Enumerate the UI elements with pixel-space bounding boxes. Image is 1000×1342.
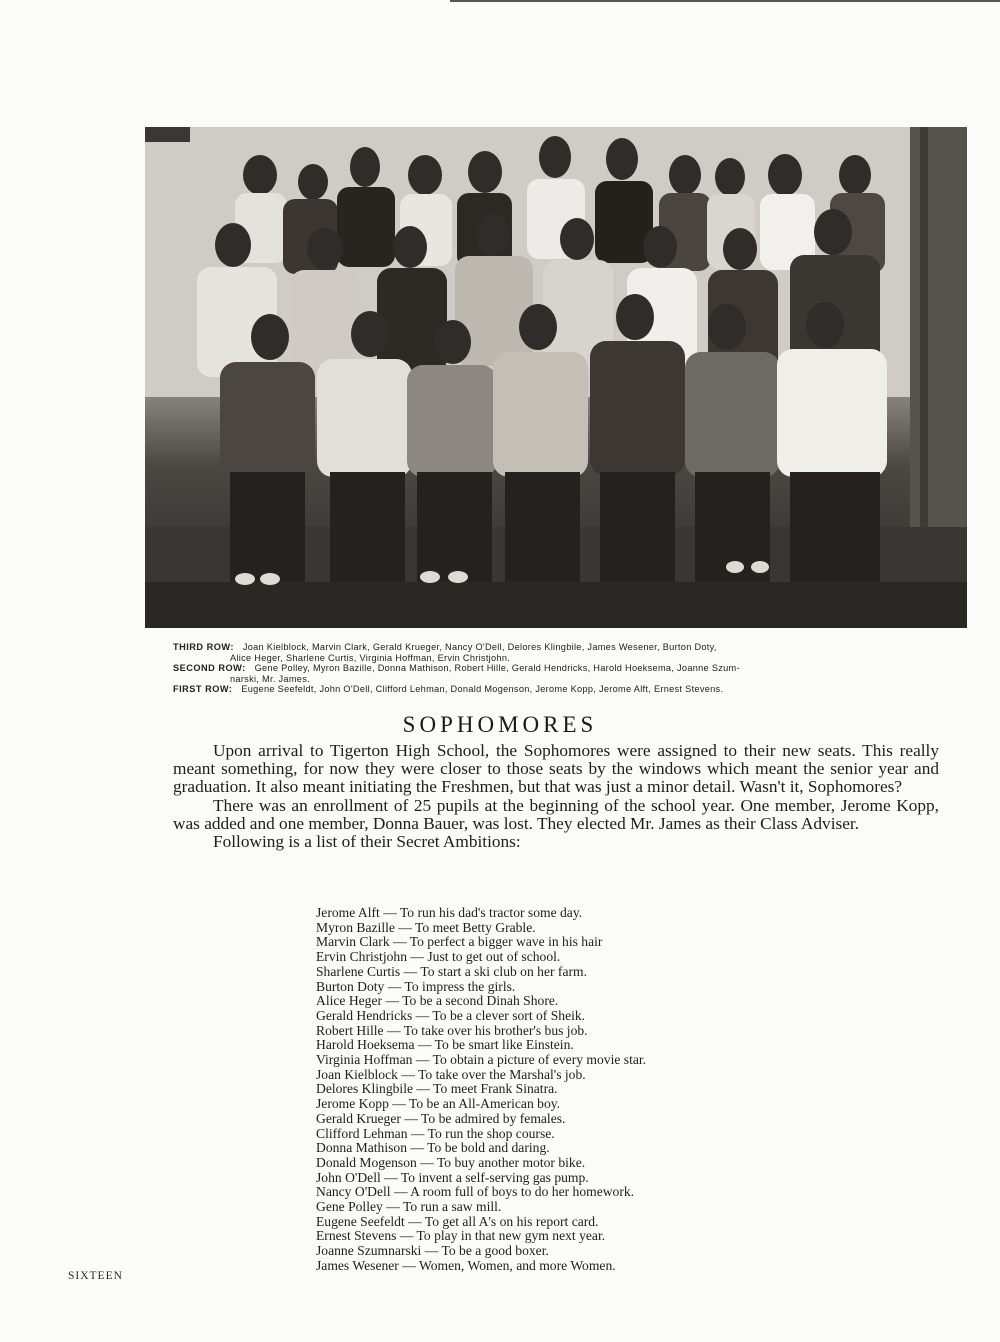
second-row-names: Gene Polley, Myron Bazille, Donna Mathison, Robert Hille, Gerald Hendricks, Harold Hoeksema, Joanne Szum- [254, 663, 740, 674]
list-item: Burton Doty — To impress the girls. [316, 978, 516, 994]
caption-first-row [173, 684, 933, 695]
list-item: Gene Polley — To run a saw mill. [316, 1199, 502, 1215]
photo-caption [173, 642, 933, 695]
caption-third-row [173, 642, 933, 653]
paragraph: Upon arrival to Tigerton High School, the Sophomores were assigned to their new seats. This really meant something, for now they were closer to those seats by the windows which meant the senior year and graduation. It also meant initiating the Freshmen, but that was just a minor detail. Wasn't it, Sophomores? [173, 741, 939, 797]
list-item: Virginia Hoffman — To obtain a picture of every movie star. [316, 1052, 647, 1068]
list-item: Ernest Stevens — To play in that new gym next year. [316, 1228, 606, 1244]
list-item: Donald Mogenson — To buy another motor bike. [316, 1154, 586, 1170]
list-item: Eugene Seefeldt — To get all A's on his report card. [316, 1213, 599, 1229]
list-item: Clifford Lehman — To run the shop course. [316, 1125, 555, 1141]
caption-third-row-cont: Alice Heger, Sharlene Curtis, Virginia Hoffman, Ervin Christjohn. [230, 652, 511, 663]
ambitions-list [316, 906, 816, 1274]
page-number: SIXTEEN [68, 1270, 123, 1282]
third-row-names: Joan Kielblock, Marvin Clark, Gerald Krueger, Nancy O'Dell, Delores Klingbile, James Wesener, Burton Doty, [242, 642, 717, 652]
list-item: Delores Klingbile — To meet Frank Sinatra. [316, 1081, 558, 1097]
list-item: Myron Bazille — To meet Betty Grable. [316, 919, 536, 935]
paragraph: Following is a list of their Secret Ambitions: [213, 832, 521, 852]
list-item: Jerome Kopp — To be an All-American boy. [316, 1096, 561, 1112]
list-item: Donna Mathison — To be bold and daring. [316, 1140, 550, 1156]
list-item: Jerome Alft — To run his dad's tractor some day. [316, 905, 583, 920]
list-item: Nancy O'Dell — A room full of boys to do her homework. [316, 1184, 635, 1200]
list-item: Sharlene Curtis — To start a ski club on her farm. [316, 963, 587, 979]
class-photo-illustration [145, 127, 967, 628]
first-row-label: FIRST ROW: [173, 684, 233, 695]
list-item: Ervin Christjohn — Just to get out of school. [316, 949, 561, 965]
list-item: Harold Hoeksema — To be smart like Einstein. [316, 1037, 574, 1053]
list-item: Gerald Hendricks — To be a clever sort of Sheik. [316, 1007, 586, 1023]
first-row-names: Eugene Seefeldt, John O'Dell, Clifford Lehman, Donald Mogenson, Jerome Kopp, Jerome Alft, Ernest Stevens. [241, 684, 724, 695]
second-row-label: SECOND ROW: [173, 663, 246, 674]
page-title: SOPHOMORES [402, 712, 598, 737]
list-item: Joanne Szumnarski — To be a good boxer. [316, 1243, 549, 1259]
article-body [173, 742, 939, 851]
caption-second-row-cont: narski, Mr. James. [230, 673, 310, 684]
list-item: Alice Heger — To be a second Dinah Shore. [316, 993, 559, 1009]
third-row-label: THIRD ROW: [173, 642, 234, 652]
list-item: Robert Hille — To take over his brother's bus job. [316, 1022, 588, 1038]
list-item: James Wesener — Women, Women, and more Women. [316, 1257, 616, 1273]
page-edge-line [450, 0, 1000, 2]
caption-second-row [173, 663, 933, 674]
paragraph: There was an enrollment of 25 pupils at the beginning of the school year. One member, Jerome Kopp, was added and one member, Donna Bauer, was lost. They elected Mr. James as their Class Adviser. [173, 795, 939, 833]
class-photo [145, 127, 967, 628]
list-item: Gerald Krueger — To be admired by females. [316, 1110, 566, 1126]
list-item: John O'Dell — To invent a self-serving gas pump. [316, 1169, 589, 1185]
list-item: Marvin Clark — To perfect a bigger wave in his hair [316, 934, 603, 950]
list-item: Joan Kielblock — To take over the Marshal's job. [316, 1066, 586, 1082]
